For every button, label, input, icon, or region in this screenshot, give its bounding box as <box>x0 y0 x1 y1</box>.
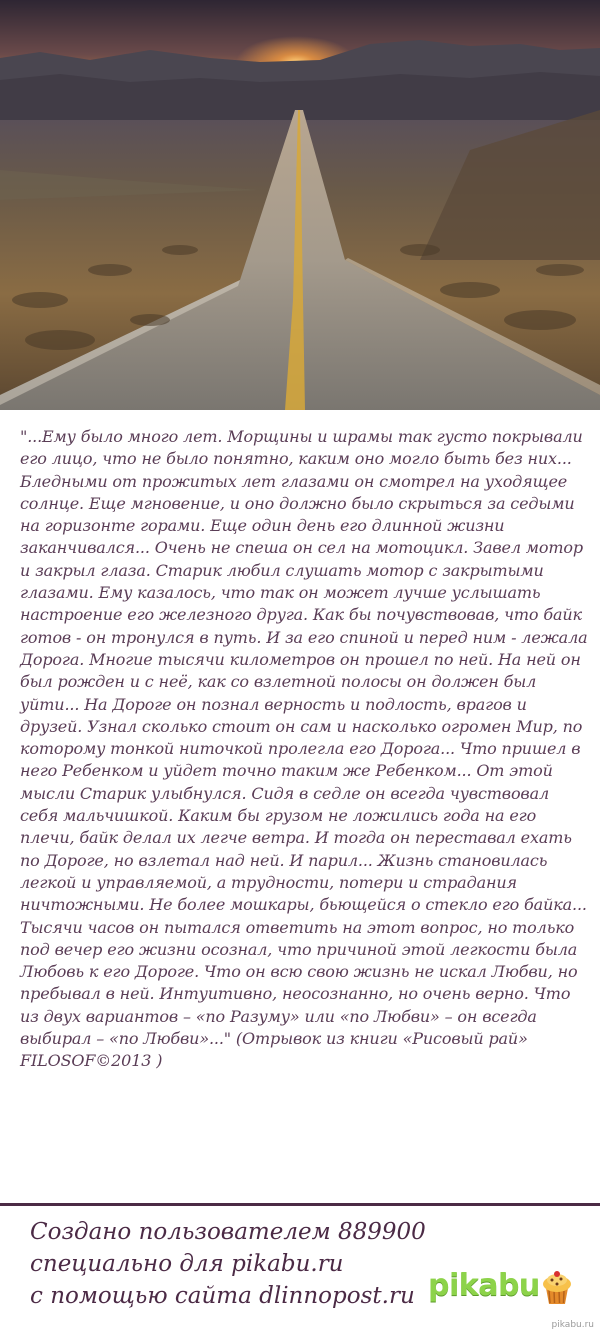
divider-line <box>0 1203 600 1206</box>
road-photo <box>0 0 600 410</box>
story-text: "...Ему было много лет. Морщины и шрамы так густо покрывали его лицо, что не было понятно, каким оно могло быть без них... Бледными от прожитых лет глазами он смотрел на уходящее солнце. Еще мгновение, и оно должно было скрыться за седыми на горизонте горами. Еще один день его длинной жизни заканчивался... Очень не спеша он сел на мотоцикл. Завел мотор и закрыл глаза. Старик любил слушать мотор с закрытыми глазами. Ему казалось, что так он может лучше услышать настроение его железного друга. Как бы почувствовав, что байк готов - он тронулся в путь. И за его спиной и перед ним - лежала Дорога. Многие тысячи километров он прошел по ней. На ней он был рожден и с неё, как со взлетной полосы он должен был уйти... На Дороге он познал верность и подлость, врагов и друзей. Узнал сколько стоит он сам и насколько огромен Мир, по которому тонкой ниточкой пролегла его Дорога... Что пришел в него Ребенком и уйдет точно таким же Ребенком... От этой мысли Старик улыбнулся. Сидя в седле он всегда чувствовал себя мальчишкой. Каким бы грузом не ложились года на его плечи, байк делал их легче ветра. И тогда он переставал ехать по Дороге, но взлетал над ней. И парил... Жизнь становилась легкой и управляемой, а трудности, потери и страдания ничтожными. Не более мошкары, бьющейся о стекло его байка... Тысячи часов он пытался ответить на этот вопрос, но только под вечер его жизни осознал, что причиной этой легкости была Любовь к его Дороге. Что он всю свою жизнь не искал Любви, но пребывал в ней. Интуитивно, неосознанно, но очень верно. Что из двух вариантов – «по Разуму» или «по Любви» – он всегда выбирал – «по Любви»..." (Отрывок из книги «Рисовый рай» FILOSOF©2013 ) <box>20 427 588 1071</box>
credits-block <box>30 1216 450 1312</box>
road-landscape-image <box>0 0 600 410</box>
pikabu-logo-text: pikabu <box>428 1268 540 1303</box>
credits-line-author: Создано пользователем 889900 <box>30 1219 426 1245</box>
pikabu-logo[interactable] <box>428 1268 578 1308</box>
credits-line-tool: с помощью сайта dlinnopost.ru <box>30 1283 415 1309</box>
watermark: pikabu.ru <box>551 1320 594 1330</box>
cupcake-icon <box>540 1270 574 1306</box>
credits-line-site: специально для pikabu.ru <box>30 1251 344 1277</box>
